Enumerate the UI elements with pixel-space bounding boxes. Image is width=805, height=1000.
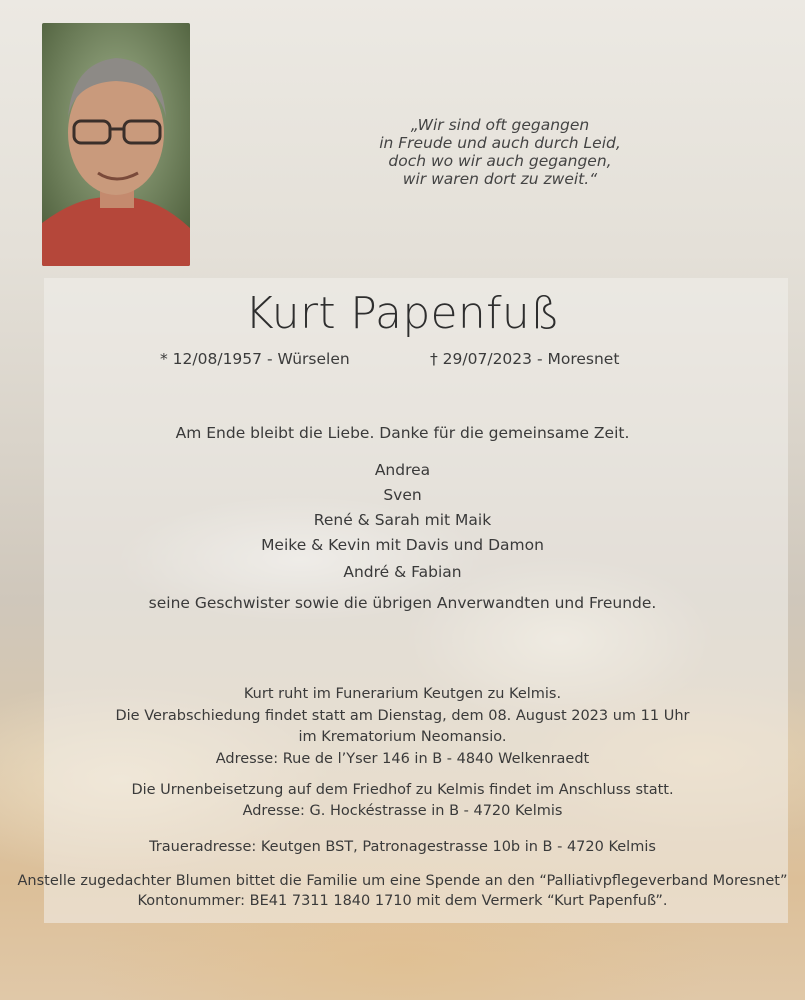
quote-line: in Freude und auch durch Leid, xyxy=(379,134,621,152)
farewell-message: Am Ende bleibt die Liebe. Danke für die gemeinsame Zeit. xyxy=(175,424,630,442)
info-line: Die Verabschiedung findet statt am Dienstag, dem 08. August 2023 um 11 Uhr xyxy=(115,708,690,724)
info-line: Anstelle zugedachter Blumen bittet die Familie um eine Spende an den “Palliativpflegeverband Moresnet” xyxy=(17,873,788,889)
info-line: Kontonummer: BE41 7311 1840 1710 mit dem Vermerk “Kurt Papenfuß”. xyxy=(137,893,668,909)
family-member: Andrea xyxy=(374,461,431,479)
info-line: Traueradresse: Keutgen BST, Patronagestrasse 10b in B - 4720 Kelmis xyxy=(149,839,656,855)
info-line: Kurt ruht im Funerarium Keutgen zu Kelmis. xyxy=(243,686,562,702)
info-line: Die Urnenbeisetzung auf dem Friedhof zu Kelmis findet im Anschluss statt. xyxy=(131,782,674,798)
family-member: René & Sarah mit Maik xyxy=(313,511,492,529)
quote-line: wir waren dort zu zweit.“ xyxy=(402,170,598,188)
quote-line: „Wir sind oft gegangen xyxy=(410,116,590,134)
birth-date: * 12/08/1957 - Würselen xyxy=(160,350,350,368)
family-member: Meike & Kevin mit Davis und Damon xyxy=(261,536,544,554)
family-member: André & Fabian xyxy=(343,563,462,581)
info-line: Adresse: Rue de l’Yser 146 in B - 4840 Welkenraedt xyxy=(215,751,590,767)
relatives-line: seine Geschwister sowie die übrigen Anverwandten und Freunde. xyxy=(148,594,657,612)
info-line: im Krematorium Neomansio. xyxy=(298,729,507,745)
quote-line: doch wo wir auch gegangen, xyxy=(388,152,612,170)
family-member: Sven xyxy=(383,486,422,504)
quote-block xyxy=(360,116,640,188)
deceased-name: Kurt Papenfuß xyxy=(244,288,561,339)
portrait-photo xyxy=(42,23,190,266)
death-date: † 29/07/2023 - Moresnet xyxy=(430,350,620,368)
info-line: Adresse: G. Hockéstrasse in B - 4720 Kelmis xyxy=(242,803,563,819)
